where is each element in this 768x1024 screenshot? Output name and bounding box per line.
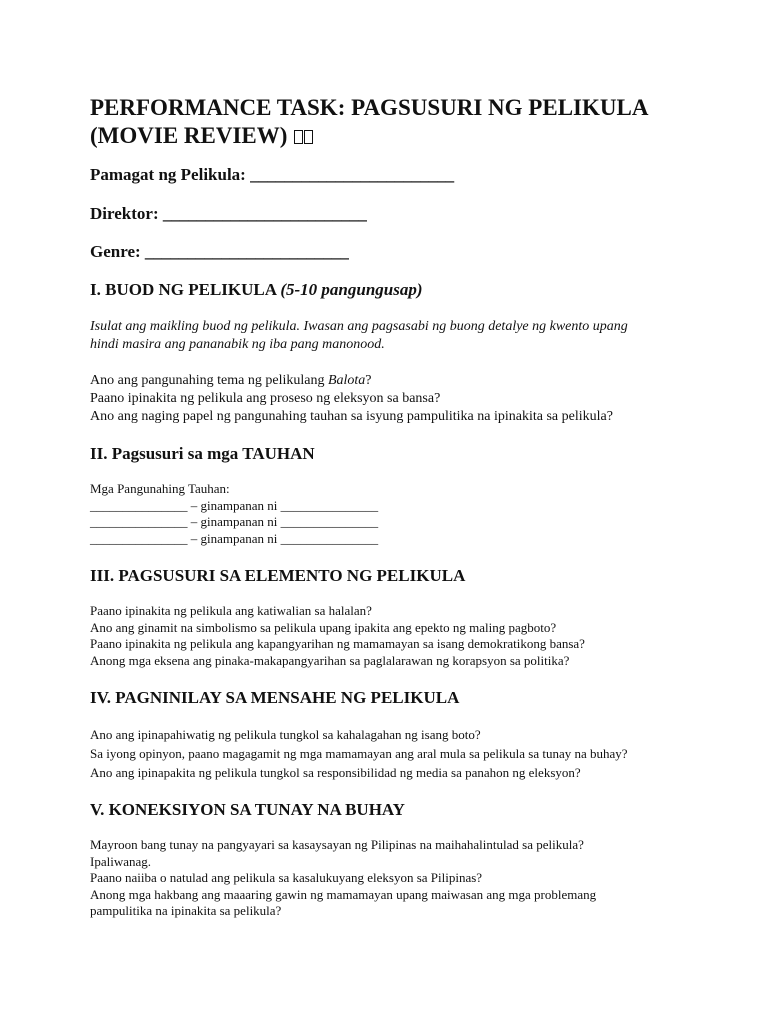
section-3-heading: III. PAGSUSURI SA ELEMENTO NG PELIKULA bbox=[90, 566, 466, 585]
question: Ano ang ginamit na simbolismo sa pelikula upang ipakita ang epekto ng maling pagboto? bbox=[90, 619, 557, 635]
section-4-questions bbox=[90, 725, 628, 782]
character-row: _______________ – ginampanan ni _______________ bbox=[90, 497, 379, 513]
section-1-questions bbox=[90, 372, 613, 426]
section-3-questions bbox=[90, 603, 585, 669]
section-2-heading: II. Pagsusuri sa mga TAUHAN bbox=[90, 444, 315, 463]
question: Anong mga eksena ang pinaka-makapangyarihan sa paglalarawan ng korapsyon sa politika? bbox=[90, 652, 570, 668]
section-5-heading: V. KONEKSIYON SA TUNAY NA BUHAY bbox=[90, 800, 405, 819]
question: Paano ipinakita ng pelikula ang proseso ng eleksyon sa bansa? bbox=[90, 391, 441, 406]
question: Anong mga hakbang ang maaaring gawin ng mamamayan upang maiwasan ang mga problemang bbox=[90, 886, 597, 902]
section-5-questions bbox=[90, 837, 596, 920]
character-row: _______________ – ginampanan ni _______________ bbox=[90, 514, 379, 529]
document-title bbox=[90, 94, 648, 150]
question: pampulitika na ipinakita sa pelikula? bbox=[90, 903, 282, 918]
question: Ano ang ipinapahiwatig ng pelikula tungkol sa kahalagahan ng isang boto? bbox=[90, 727, 481, 742]
tofu-box-icon bbox=[294, 130, 303, 144]
question: Ano ang naging papel ng pangunahing tauhan sa isyung pampulitika na ipinakita sa pelikula? bbox=[90, 409, 613, 424]
section-1-heading: I. BUOD NG PELIKULA (5-10 pangungusap) bbox=[90, 280, 423, 299]
question: Ipaliwanag. bbox=[90, 853, 152, 869]
title-line-2: (MOVIE REVIEW) bbox=[90, 122, 648, 150]
question: Ano ang pangunahing tema ng pelikulang Balota? bbox=[90, 373, 372, 388]
title-line-1: PERFORMANCE TASK: PAGSUSURI NG PELIKULA bbox=[90, 95, 649, 120]
section-2-characters bbox=[90, 481, 378, 547]
section-4-heading: IV. PAGNINILAY SA MENSAHE NG PELIKULA bbox=[90, 688, 460, 707]
question: Paano ipinakita ng pelikula ang katiwalian sa halalan? bbox=[90, 603, 372, 618]
question: Paano naiiba o natulad ang pelikula sa kasalukuyang eleksyon sa Pilipinas? bbox=[90, 870, 483, 885]
question: Mayroon bang tunay na pangyayari sa kasaysayan ng Pilipinas na maihahalintulad sa pelikula? bbox=[90, 837, 584, 852]
character-row: _______________ – ginampanan ni _______________ bbox=[90, 530, 379, 546]
genre-field: Genre: ________________________ bbox=[90, 242, 349, 261]
question: Paano ipinakita ng pelikula ang kapangyarihan ng mamamayan sa isang demokratikong bansa? bbox=[90, 636, 585, 651]
section-1-instruction: Isulat ang maikling buod ng pelikula. Iwasan ang pagsasabi ng buong detalye ng kwento upang hindi masira ang pananabik ng iba pang manonood. bbox=[90, 319, 628, 352]
tofu-box-icon bbox=[304, 130, 313, 144]
title-field: Pamagat ng Pelikula: ________________________ bbox=[90, 165, 455, 184]
characters-label: Mga Pangunahing Tauhan: bbox=[90, 481, 230, 496]
director-field: Direktor: ________________________ bbox=[90, 204, 367, 223]
question: Sa iyong opinyon, paano magagamit ng mga mamamayan ang aral mula sa pelikula sa tunay na buhay? bbox=[90, 746, 628, 761]
question: Ano ang ipinapakita ng pelikula tungkol sa responsibilidad ng media sa panahon ng eleksyon? bbox=[90, 765, 581, 780]
